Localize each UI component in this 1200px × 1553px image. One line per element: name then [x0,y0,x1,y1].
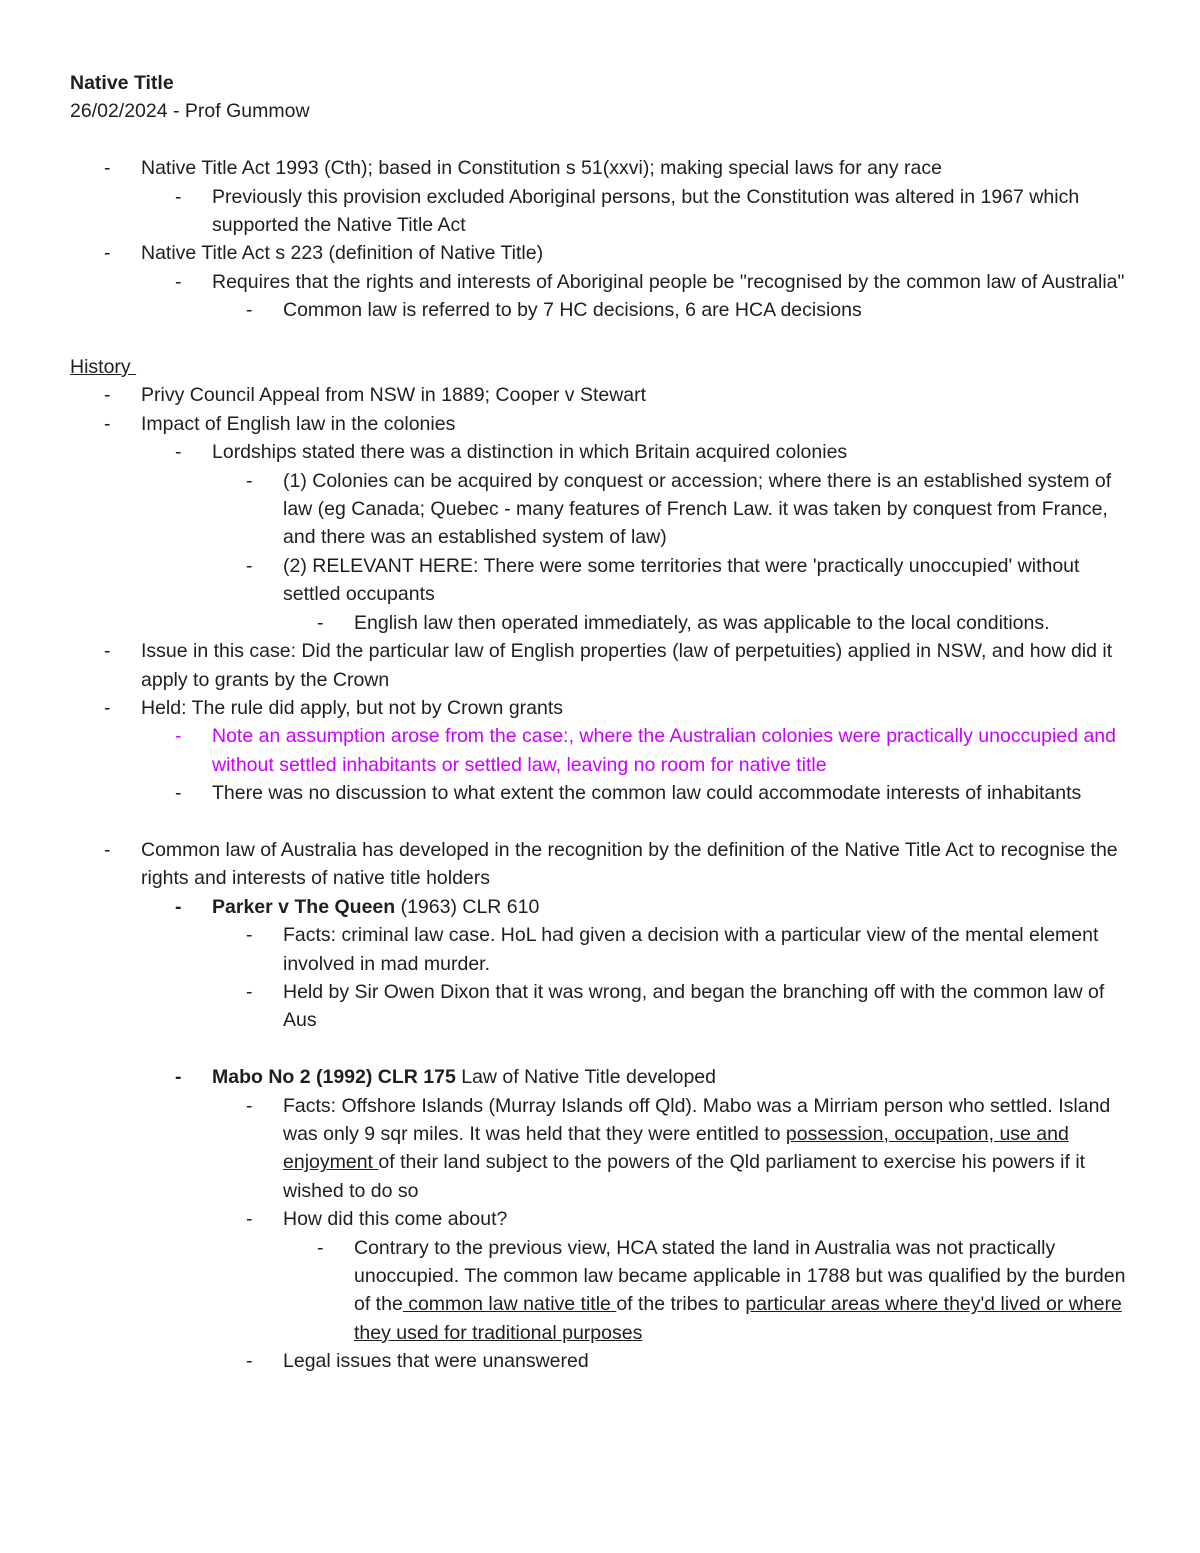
list-item: - How did this come about? [70,1205,1135,1233]
dash-bullet: - [246,924,253,947]
list-item: - Issue in this case: Did the particular law of English properties (law of perpetuities) applied in NSW, and how did it apply to grants by the Crown [70,637,1135,694]
list-item: - Held by Sir Owen Dixon that it was wrong, and began the branching off with the common law of Aus [70,978,1135,1035]
history-list [70,381,1135,807]
dash-bullet: - [104,696,111,719]
spacer [70,808,1135,836]
dash-bullet: - [246,1350,253,1373]
list-item: - Lordships stated there was a distinction in which Britain acquired colonies [70,438,1135,466]
list-item: - Native Title Act 1993 (Cth); based in Constitution s 51(xxvi); making special laws for any race [70,154,1135,182]
spacer [70,325,1135,353]
underlined-text: common law native title [402,1293,617,1316]
list-item: - Impact of English law in the colonies [70,410,1135,438]
list-item: - English law then operated immediately, as was applicable to the local conditions. [70,609,1135,637]
case-mabo: - Mabo No 2 (1992) CLR 175 Law of Native Title developed [70,1063,1135,1091]
dash-bullet: - [246,554,253,577]
list-item: - Requires that the rights and interests of Aboriginal people be "recognised by the common law of Australia" [70,268,1135,296]
intro-list [70,154,1135,324]
dash-bullet: - [104,242,111,265]
underlined-text: particular areas where they'd lived or where they used for traditional purposes [354,1293,1122,1344]
case-name: Mabo No 2 (1992) CLR 175 [212,1066,456,1089]
dash-bullet: - [175,1066,182,1089]
list-item: - Facts: criminal law case. HoL had given a decision with a particular view of the mental element involved in mad murder. [70,921,1135,978]
document-title: Native Title [70,72,174,94]
document-page [70,69,1135,1376]
dash-bullet: - [104,640,111,663]
date-line: 26/02/2024 - Prof Gummow [70,100,310,123]
dash-bullet: - [246,1094,253,1117]
dash-bullet: - [104,157,111,180]
dash-bullet: - [175,270,182,293]
dash-bullet: - [104,412,111,435]
dash-bullet: - [175,441,182,464]
dash-bullet: - [246,980,253,1003]
list-item: - Legal issues that were unanswered [70,1347,1135,1375]
list-item: - Common law is referred to by 7 HC decisions, 6 are HCA decisions [70,296,1135,324]
highlighted-note: - Note an assumption arose from the case:, where the Australian colonies were practically unoccupied and without settled inhabitants or settled law, leaving no room for native title [70,722,1135,779]
list-item: - Held: The rule did apply, but not by Crown grants [70,694,1135,722]
mabo-list [70,1063,1135,1375]
spacer [70,1035,1135,1063]
dash-bullet: - [317,1236,324,1259]
list-item: - There was no discussion to what extent the common law could accommodate interests of inhabitants [70,779,1135,807]
dash-bullet: - [175,895,182,918]
underlined-text: possession, occupation, use and enjoyment [283,1122,1069,1174]
list-item: - (2) RELEVANT HERE: There were some territories that were 'practically unoccupied' without settled occupants [70,552,1135,609]
list-item: - Native Title Act s 223 (definition of Native Title) [70,239,1135,267]
dash-bullet: - [317,611,324,634]
dash-bullet: - [246,469,253,492]
dash-bullet: - [175,782,182,805]
common-law-list [70,836,1135,1035]
dash-bullet: - [175,725,182,748]
history-heading: History [70,356,137,379]
case-name: Parker v The Queen [212,895,396,918]
dash-bullet: - [104,384,111,407]
dash-bullet: - [175,185,182,208]
list-item: - Facts: Offshore Islands (Murray Islands off Qld). Mabo was a Mirriam person who settled. Island was only 9 sqr miles. It was held that they were entitled to possession, occupation, use and enjoyment of their land subject to the powers of the Qld parliament to exercise his powers if it wished to do so [70,1092,1135,1206]
list-item: - Privy Council Appeal from NSW in 1889; Cooper v Stewart [70,381,1135,409]
dash-bullet: - [104,838,111,861]
spacer [70,126,1135,154]
dash-bullet: - [246,1208,253,1231]
list-item: - Previously this provision excluded Aboriginal persons, but the Constitution was altered in 1967 which supported the Native Title Act [70,183,1135,240]
list-item: - Contrary to the previous view, HCA stated the land in Australia was not practically unoccupied. The common law became applicable in 1788 but was qualified by the burden of the common law native title of the tribes to particular areas where they'd lived or where they used for traditional purposes [70,1234,1135,1348]
list-item: - (1) Colonies can be acquired by conquest or accession; where there is an established system of law (eg Canada; Quebec - many features of French Law. it was taken by conquest from France, and there was an established system of law) [70,467,1135,552]
case-parker: - Parker v The Queen (1963) CLR 610 [70,893,1135,921]
list-item: - Common law of Australia has developed in the recognition by the definition of the Native Title Act to recognise the rights and interests of native title holders [70,836,1135,893]
dash-bullet: - [246,299,253,322]
